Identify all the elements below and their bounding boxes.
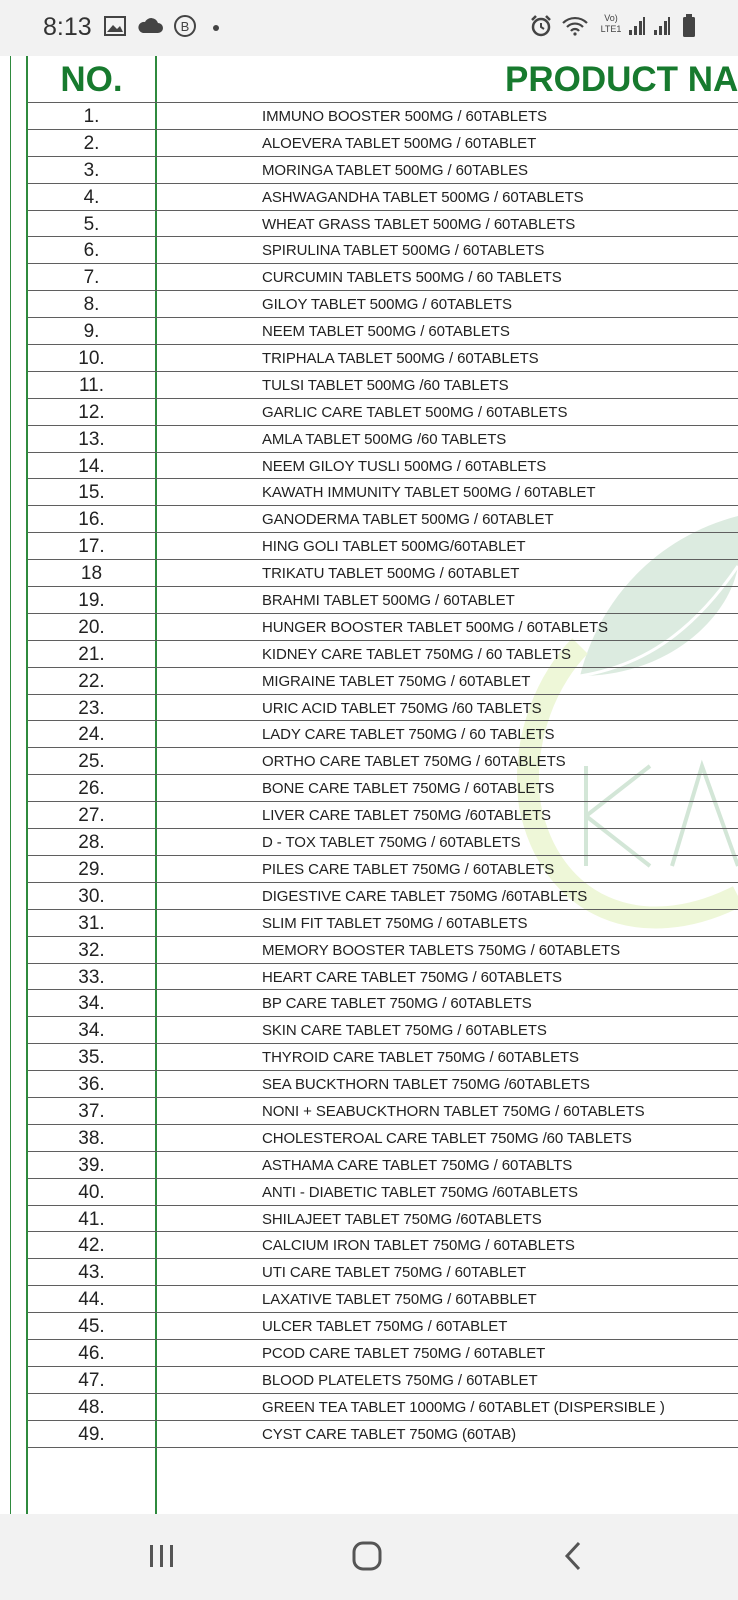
header-no: NO. <box>60 60 123 99</box>
row-number: 20. <box>78 616 105 638</box>
product-name: ALOEVERA TABLET 500MG / 60TABLET <box>262 134 537 152</box>
row-number: 22. <box>78 670 105 692</box>
row-number: 36. <box>78 1074 105 1096</box>
table-row <box>28 236 738 263</box>
table-row <box>28 452 738 479</box>
dot-icon <box>212 24 220 32</box>
table-row <box>28 425 738 452</box>
battery-icon <box>682 14 696 38</box>
border-line <box>10 56 11 1514</box>
row-number: 23. <box>78 697 105 719</box>
row-number: 13. <box>78 428 105 450</box>
table-row <box>28 667 738 694</box>
product-name: SHILAJEET TABLET 750MG /60TABLETS <box>262 1210 542 1228</box>
row-number: 10. <box>78 348 105 370</box>
table-row <box>28 855 738 882</box>
table-row <box>28 1420 738 1447</box>
product-name: URIC ACID TABLET 750MG /60 TABLETS <box>262 699 542 717</box>
gallery-icon <box>104 16 126 36</box>
table-row <box>28 1124 738 1151</box>
product-name: ORTHO CARE TABLET 750MG / 60TABLETS <box>262 753 566 771</box>
table-row <box>28 559 738 586</box>
row-number: 42. <box>78 1235 105 1257</box>
product-name: SLIM FIT TABLET 750MG / 60TABLETS <box>262 914 528 932</box>
product-name: BP CARE TABLET 750MG / 60TABLETS <box>262 995 532 1013</box>
table-bottom-rule <box>28 1447 738 1448</box>
row-number: 25. <box>78 751 105 773</box>
table-row <box>28 694 738 721</box>
wifi-icon <box>562 16 588 36</box>
header-product-name: PRODUCT NA <box>505 60 738 99</box>
table-row <box>28 505 738 532</box>
table-row <box>28 263 738 290</box>
table-row <box>28 290 738 317</box>
table-row <box>28 909 738 936</box>
row-number: 27. <box>78 805 105 827</box>
table-row <box>28 1205 738 1232</box>
table-row <box>28 478 738 505</box>
product-name: DIGESTIVE CARE TABLET 750MG /60TABLETS <box>262 887 588 905</box>
row-number: 34. <box>78 1020 105 1042</box>
product-name: HUNGER BOOSTER TABLET 500MG / 60TABLETS <box>262 618 608 636</box>
table-row <box>28 720 738 747</box>
table-row <box>28 532 738 559</box>
product-name: AMLA TABLET 500MG /60 TABLETS <box>262 430 507 448</box>
product-table-body <box>28 102 738 1448</box>
row-number: 15. <box>78 482 105 504</box>
product-name: ASTHAMA CARE TABLET 750MG / 60TABLTS <box>262 1156 573 1174</box>
table-row <box>28 774 738 801</box>
product-name: LIVER CARE TABLET 750MG /60TABLETS <box>262 807 551 825</box>
product-name: CHOLESTEROAL CARE TABLET 750MG /60 TABLETS <box>262 1129 632 1147</box>
product-name: LAXATIVE TABLET 750MG / 60TABBLET <box>262 1291 537 1309</box>
back-icon[interactable] <box>562 1540 586 1572</box>
row-number: 30. <box>78 885 105 907</box>
table-row <box>28 882 738 909</box>
row-number: 35. <box>78 1047 105 1069</box>
table-row <box>28 828 738 855</box>
table-row <box>28 398 738 425</box>
table-row <box>28 1258 738 1285</box>
product-name: ASHWAGANDHA TABLET 500MG / 60TABLETS <box>262 188 584 206</box>
product-name: MIGRAINE TABLET 750MG / 60TABLET <box>262 672 531 690</box>
table-row <box>28 1231 738 1258</box>
row-number: 46. <box>78 1342 105 1364</box>
status-time: 8:13 <box>43 13 92 41</box>
row-number: 41. <box>78 1208 105 1230</box>
row-number: 6. <box>83 240 100 262</box>
table-row <box>28 1312 738 1339</box>
row-number: 11. <box>78 374 104 396</box>
table-row <box>28 129 738 156</box>
product-name: MEMORY BOOSTER TABLETS 750MG / 60TABLETS <box>262 941 621 959</box>
product-name: TRIKATU TABLET 500MG / 60TABLET <box>262 565 520 583</box>
cloud-icon <box>137 18 163 34</box>
row-number: 4. <box>83 186 100 208</box>
product-name: NEEM TABLET 500MG / 60TABLETS <box>262 323 510 341</box>
product-name: KIDNEY CARE TABLET 750MG / 60 TABLETS <box>262 645 571 663</box>
table-row <box>28 640 738 667</box>
row-number: 5. <box>83 213 100 235</box>
table-row <box>28 586 738 613</box>
row-number: 33. <box>78 966 105 988</box>
product-name: PILES CARE TABLET 750MG / 60TABLETS <box>262 860 555 878</box>
table-row <box>28 210 738 237</box>
signal-icon <box>653 16 671 36</box>
table-row <box>28 1070 738 1097</box>
row-number: 26. <box>78 778 105 800</box>
table-row <box>28 1285 738 1312</box>
product-name: D - TOX TABLET 750MG / 60TABLETS <box>262 834 521 852</box>
row-number: 38. <box>78 1127 105 1149</box>
row-number: 1. <box>83 106 100 127</box>
table-row <box>28 1339 738 1366</box>
product-name: CALCIUM IRON TABLET 750MG / 60TABLETS <box>262 1237 575 1255</box>
b-badge-icon <box>173 14 197 38</box>
row-number: 31. <box>78 912 105 934</box>
table-row <box>28 1016 738 1043</box>
product-name: BLOOD PLATELETS 750MG / 60TABLET <box>262 1371 538 1389</box>
product-name: ANTI - DIABETIC TABLET 750MG /60TABLETS <box>262 1183 578 1201</box>
row-number: 47. <box>78 1369 105 1391</box>
product-name: PCOD CARE TABLET 750MG / 60TABLET <box>262 1344 546 1362</box>
table-row <box>28 747 738 774</box>
product-name: NONI + SEABUCKTHORN TABLET 750MG / 60TABLETS <box>262 1102 645 1120</box>
row-number: 12. <box>78 401 105 423</box>
product-name: SPIRULINA TABLET 500MG / 60TABLETS <box>262 242 545 260</box>
navigation-bar <box>0 1514 738 1600</box>
row-number: 40. <box>78 1181 105 1203</box>
signal-icon <box>628 16 646 36</box>
product-name: WHEAT GRASS TABLET 500MG / 60TABLETS <box>262 215 576 233</box>
product-name: HEART CARE TABLET 750MG / 60TABLETS <box>262 968 562 986</box>
table-row <box>28 317 738 344</box>
table-row <box>28 102 738 129</box>
row-number: 17. <box>78 536 105 558</box>
product-name: HING GOLI TABLET 500MG/60TABLET <box>262 538 526 556</box>
recents-icon[interactable] <box>145 1542 179 1570</box>
row-number: 9. <box>83 321 100 343</box>
row-number: 39. <box>78 1154 105 1176</box>
table-row <box>28 801 738 828</box>
row-number: 19. <box>78 590 105 612</box>
svg-text:B: B <box>180 19 190 34</box>
network-label-top: Vo) <box>604 13 618 23</box>
table-row <box>28 1366 738 1393</box>
network-label-bottom: LTE1 <box>600 24 622 34</box>
row-number: 37. <box>78 1100 105 1122</box>
table-row <box>28 989 738 1016</box>
row-number: 32. <box>78 939 105 961</box>
table-row <box>28 1393 738 1420</box>
product-name: SEA BUCKTHORN TABLET 750MG /60TABLETS <box>262 1076 590 1094</box>
table-row <box>28 156 738 183</box>
table-row <box>28 613 738 640</box>
product-name: GARLIC CARE TABLET 500MG / 60TABLETS <box>262 403 568 421</box>
product-name: ULCER TABLET 750MG / 60TABLET <box>262 1318 508 1336</box>
row-number: 44. <box>78 1289 105 1311</box>
table-row <box>28 1178 738 1205</box>
table-row <box>28 936 738 963</box>
row-number: 43. <box>78 1262 105 1284</box>
table-row <box>28 183 738 210</box>
row-number: 34. <box>78 993 105 1015</box>
row-number: 18 <box>80 563 103 585</box>
product-name: GREEN TEA TABLET 1000MG / 60TABLET (DISPERSIBLE ) <box>262 1398 665 1416</box>
table-row <box>28 1097 738 1124</box>
product-name: GILOY TABLET 500MG / 60TABLETS <box>262 296 512 314</box>
product-name: TULSI TABLET 500MG /60 TABLETS <box>262 376 509 394</box>
row-number: 49. <box>78 1423 105 1445</box>
row-number: 7. <box>83 267 100 289</box>
row-number: 16. <box>78 509 105 531</box>
product-name: SKIN CARE TABLET 750MG / 60TABLETS <box>262 1022 547 1040</box>
table-row <box>28 371 738 398</box>
product-name: MORINGA TABLET 500MG / 60TABLES <box>262 161 528 179</box>
table-row <box>28 1151 738 1178</box>
row-number: 24. <box>78 724 105 746</box>
product-name: IMMUNO BOOSTER 500MG / 60TABLETS <box>262 108 547 125</box>
row-number: 21. <box>78 643 105 665</box>
row-number: 8. <box>83 294 100 316</box>
row-number: 14. <box>78 455 105 477</box>
document-page[interactable] <box>0 56 738 1514</box>
row-number: 45. <box>78 1316 105 1338</box>
table-row <box>28 344 738 371</box>
row-number: 48. <box>78 1396 105 1418</box>
product-name: LADY CARE TABLET 750MG / 60 TABLETS <box>262 726 555 744</box>
network-label <box>596 13 626 35</box>
status-bar <box>0 0 738 56</box>
product-name: NEEM GILOY TUSLI 500MG / 60TABLETS <box>262 457 547 475</box>
row-number: 28. <box>78 832 105 854</box>
alarm-icon <box>529 14 553 38</box>
row-number: 3. <box>83 159 100 181</box>
product-name: BRAHMI TABLET 500MG / 60TABLET <box>262 592 515 610</box>
product-name: TRIPHALA TABLET 500MG / 60TABLETS <box>262 350 539 368</box>
product-name: KAWATH IMMUNITY TABLET 500MG / 60TABLET <box>262 484 596 502</box>
home-icon[interactable] <box>351 1540 383 1572</box>
product-name: CURCUMIN TABLETS 500MG / 60 TABLETS <box>262 269 562 287</box>
table-row <box>28 963 738 990</box>
product-name: UTI CARE TABLET 750MG / 60TABLET <box>262 1264 527 1282</box>
product-name: GANODERMA TABLET 500MG / 60TABLET <box>262 511 554 529</box>
row-number: 29. <box>78 858 105 880</box>
table-row <box>28 1043 738 1070</box>
product-name: CYST CARE TABLET 750MG (60TAB) <box>262 1425 517 1443</box>
row-number: 2. <box>83 132 100 154</box>
product-name: THYROID CARE TABLET 750MG / 60TABLETS <box>262 1049 579 1067</box>
product-name: BONE CARE TABLET 750MG / 60TABLETS <box>262 780 555 798</box>
